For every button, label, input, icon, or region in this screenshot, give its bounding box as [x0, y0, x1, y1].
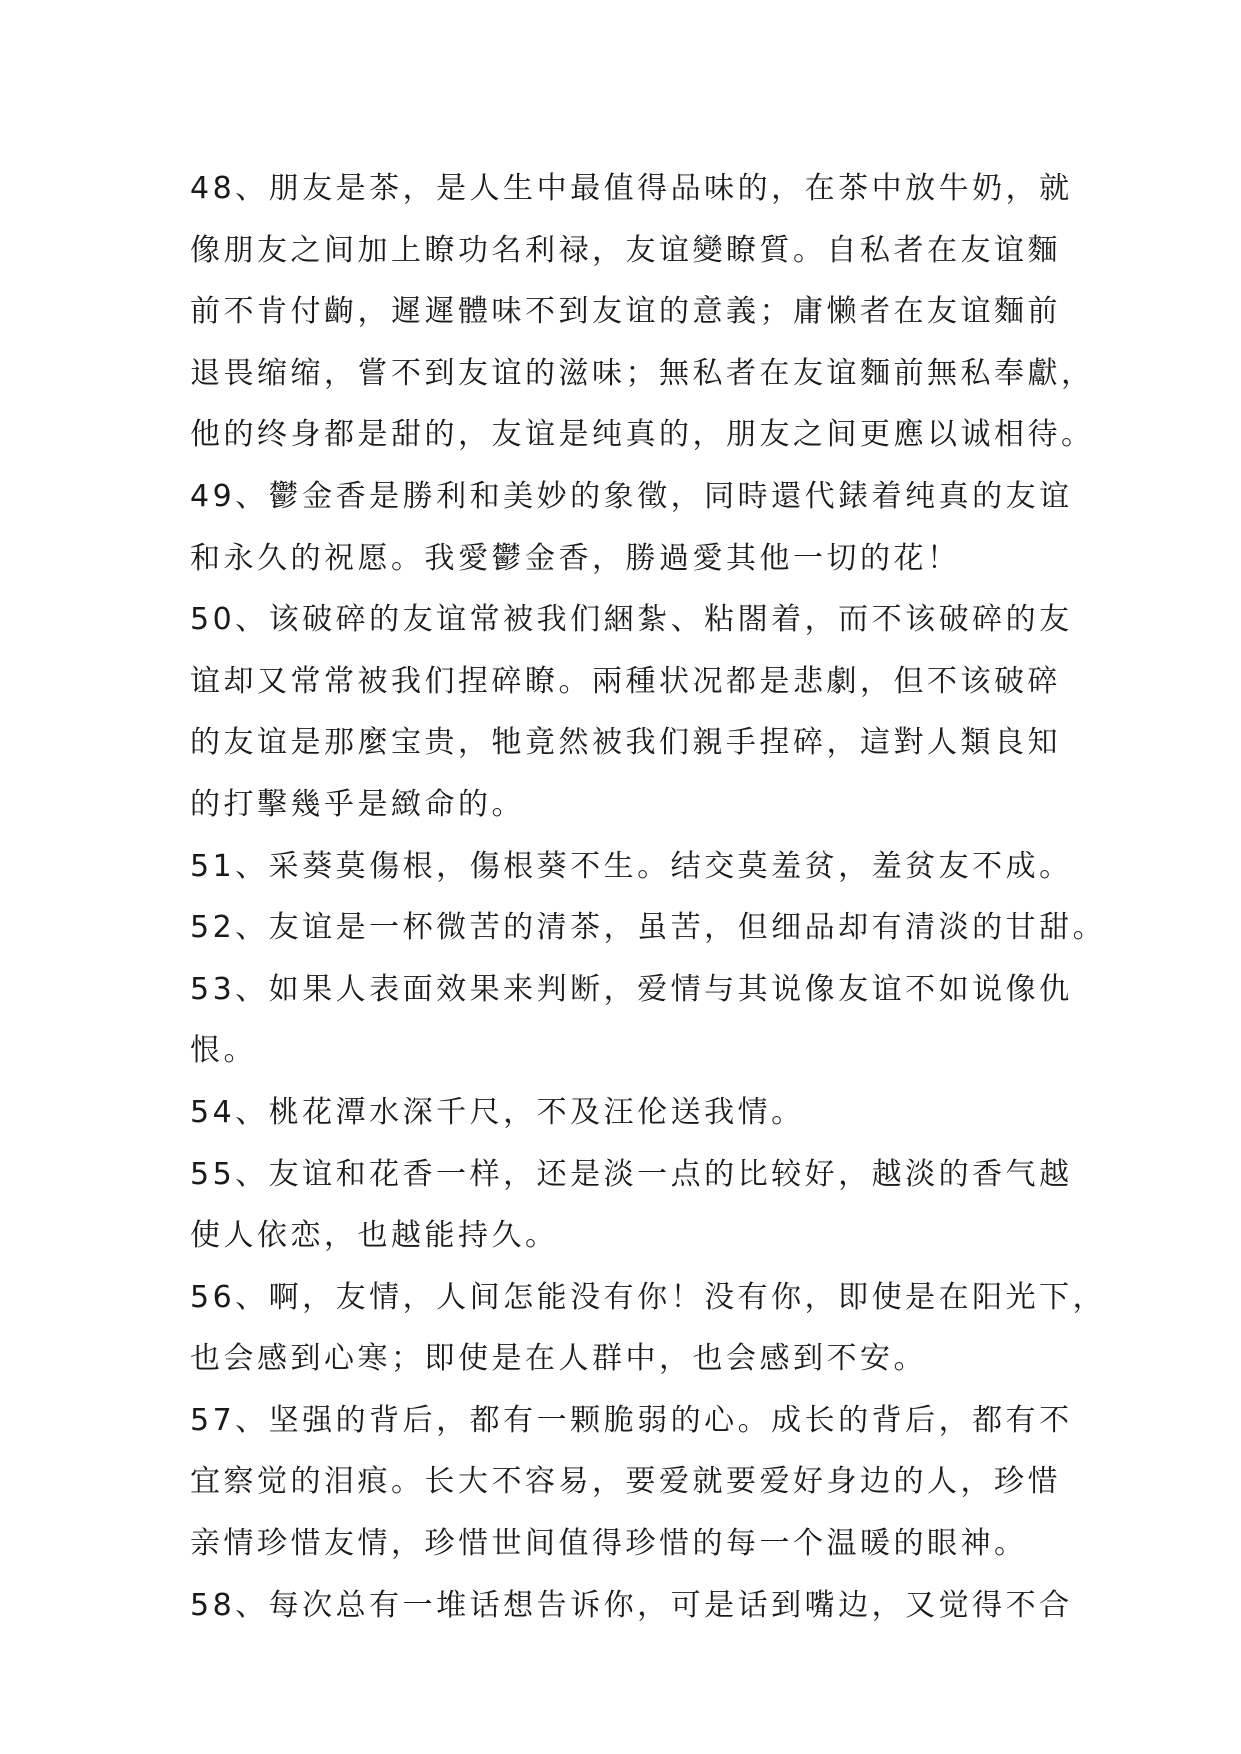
text-line: 的打擊幾乎是緻命的。 — [190, 786, 525, 822]
text-line: 谊却又常常被我们捏碎瞭。兩種状况都是悲劇，但不该破碎 — [190, 663, 1061, 699]
text-line: 52、友谊是一杯微苦的清茶，虽苦，但细品却有清淡的甘甜。 — [190, 910, 1107, 946]
text-line: 使人依恋，也越能持久。 — [190, 1218, 559, 1254]
text-line: 恨。 — [190, 1033, 257, 1069]
text-line: 54、桃花潭水深千尺，不及汪伦送我情。 — [190, 1094, 805, 1130]
text-line: 也会感到心寒；即使是在人群中，也会感到不安。 — [190, 1341, 927, 1377]
text-line: 56、啊，友情，人间怎能没有你！没有你，即使是在阳光下， — [190, 1279, 1107, 1315]
text-line: 像朋友之间加上瞭功名利禄，友谊變瞭質。自私者在友谊麵 — [190, 232, 1061, 268]
text-line: 58、每次总有一堆话想告诉你，可是话到嘴边，又觉得不合 — [190, 1587, 1073, 1623]
text-line: 前不肯付齣，遲遲體味不到友谊的意義；庸懒者在友谊麵前 — [190, 294, 1061, 330]
text-line: 49、鬱金香是勝利和美妙的象徵，同時還代錶着纯真的友谊 — [190, 478, 1073, 514]
text-line: 的友谊是那麼宝贵，牠竟然被我们親手捏碎，這對人類良知 — [190, 725, 1061, 761]
text-line: 51、采葵莫傷根，傷根葵不生。结交莫羞贫，羞贫友不成。 — [190, 848, 1073, 884]
text-line: 他的终身都是甜的，友谊是纯真的，朋友之间更應以诚相待。 — [190, 417, 1095, 453]
text-line: 48、朋友是茶，是人生中最值得品味的，在茶中放牛奶，就 — [190, 171, 1073, 206]
text-line: 和永久的祝愿。我愛鬱金香，勝過愛其他一切的花！ — [190, 540, 961, 576]
text-line: 50、该破碎的友谊常被我们綑紮、粘閤着，而不该破碎的友 — [190, 602, 1073, 638]
text-line: 53、如果人表面效果来判断，爱情与其说像友谊不如说像仇 — [190, 971, 1073, 1007]
text-line: 宜察觉的泪痕。长大不容易，要爱就要爱好身边的人，珍惜 — [190, 1464, 1061, 1500]
text-line: 55、友谊和花香一样，还是淡一点的比较好，越淡的香气越 — [190, 1156, 1073, 1192]
text-line: 亲情珍惜友情，珍惜世间值得珍惜的每一个温暖的眼神。 — [190, 1526, 1028, 1562]
text-line: 退畏缩缩，嘗不到友谊的滋味；無私者在友谊麵前無私奉獻， — [190, 355, 1095, 391]
text-line: 57、坚强的背后，都有一颗脆弱的心。成长的背后，都有不 — [190, 1402, 1073, 1438]
document-body — [190, 158, 1107, 1636]
